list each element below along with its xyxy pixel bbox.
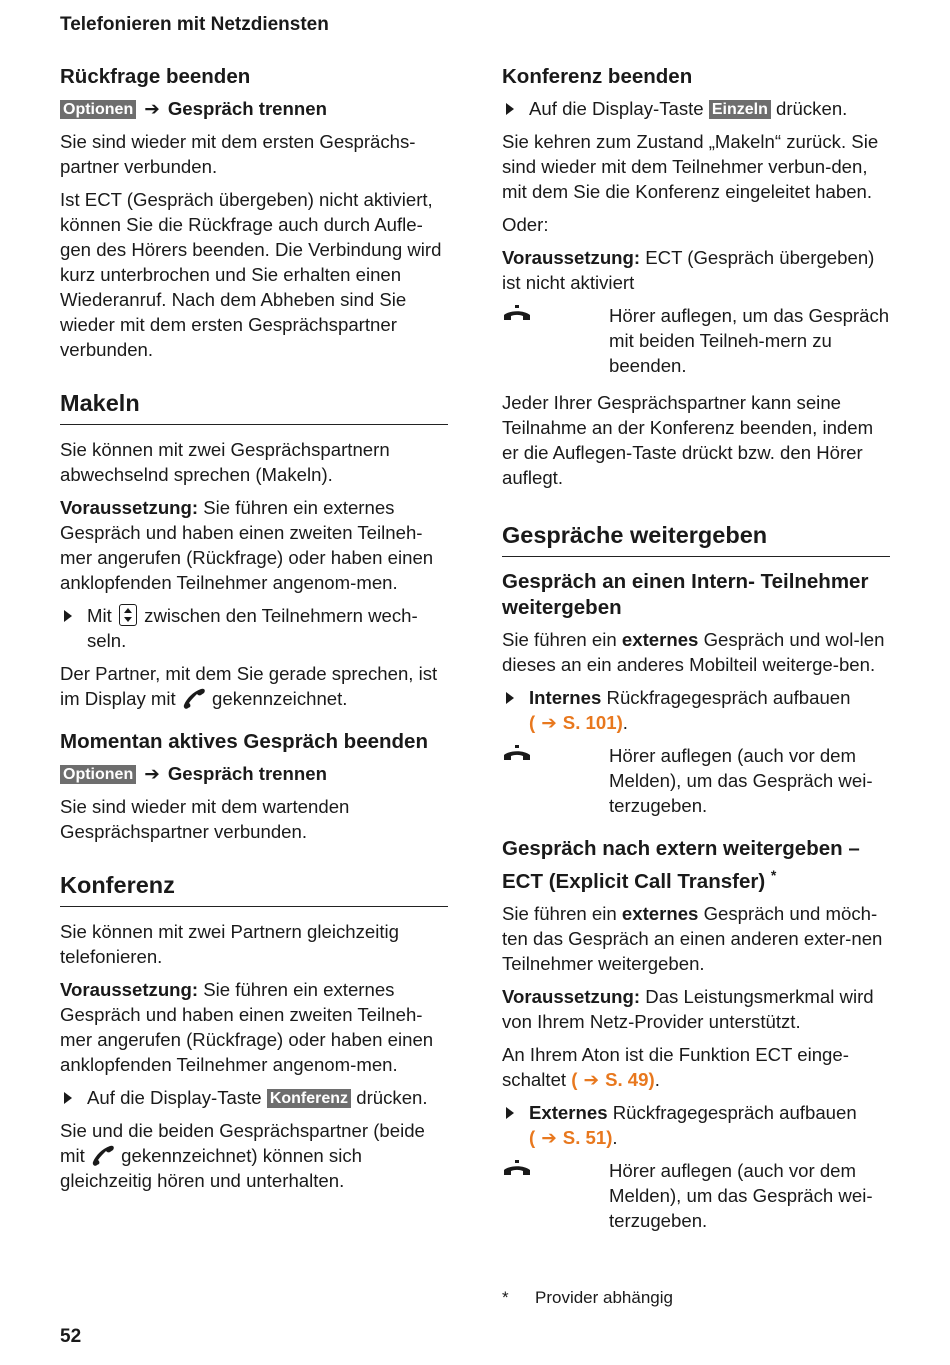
step-bold: Externes (529, 1101, 608, 1123)
triangle-bullet-icon (64, 610, 72, 622)
text-bold: externes (621, 629, 699, 650)
paragraph-voraussetzung (502, 245, 890, 295)
step-text-pre: Mit (87, 605, 112, 626)
arrow-right-icon: ➔ (541, 712, 557, 733)
text: An Ihrem Aton ist die Funktion ECT einge-schaltet (502, 1043, 849, 1090)
paragraph-voraussetzung (60, 495, 448, 595)
hangup-instruction (502, 303, 890, 378)
instruction-step (60, 603, 448, 653)
paragraph: Sie können mit zwei Partnern gleichzeitig telefonieren. (60, 921, 399, 967)
triangle-bullet-icon (506, 103, 514, 115)
softkey-optionen: Optionen (60, 765, 136, 784)
hangup-instruction (502, 743, 890, 818)
arrow-right-icon: ➔ (144, 763, 160, 784)
voraussetzung-text: Das Leistungsmerkmal wird von Ihrem Netz-Provider unterstützt. (502, 985, 874, 1032)
voraussetzung-text: Sie führen ein externes Gespräch und haben einen zweiten Teilneh-mer angerufen (Rückfrage) oder haben einen anklopfenden Teilnehmer angenom-men. (60, 497, 434, 593)
icon-row-text: Hörer auflegen (auch vor dem Melden), um das Gespräch wei-terzugeben. (609, 1159, 873, 1231)
instruction-step (502, 96, 890, 121)
text-pre: Sie führen ein (502, 629, 622, 650)
running-header: Telefonieren mit Netzdiensten (60, 14, 329, 35)
text-pre: Der Partner, mit dem Sie gerade sprechen, ist im Display mit (60, 663, 438, 709)
heading-momentan-aktives-gespraech: Momentan aktives Gespräch beenden (60, 730, 428, 753)
step-text-post: drücken. (776, 98, 848, 119)
footnote-mark: * (502, 1288, 509, 1307)
icon-row-text: Hörer auflegen (auch vor dem Melden), um das Gespräch wei-terzugeben. (609, 745, 873, 816)
footnote-text: Provider abhängig (535, 1288, 673, 1307)
paragraph-voraussetzung (502, 984, 890, 1034)
page-reference-number: S. 51 (562, 1126, 607, 1148)
handset-icon (181, 687, 207, 709)
softkey-optionen: Optionen (60, 100, 136, 119)
step-text-pre: Auf die Display-Taste (87, 1087, 262, 1108)
heading-intern-weitergeben: Gespräch an einen Intern- Teilnehmer weitergeben (502, 570, 869, 619)
text-post: Gespräch und möch-ten das Gespräch an einen anderen exter-nen Teilnehmer weitergeben. (502, 902, 883, 974)
heading-extern-weitergeben (502, 836, 890, 895)
hangup-instruction (502, 1158, 890, 1233)
text-bold: externes (621, 902, 699, 924)
hangup-handset-icon (502, 305, 532, 323)
heading-text: Gespräch nach extern weitergeben – ECT (Explicit Call Transfer) (502, 837, 860, 893)
paragraph: Oder: (502, 214, 549, 235)
page-reference-number: S. 101 (562, 712, 617, 733)
paragraph: An Ihrem Aton ist die Funktion ECT einge-schaltet ( ➔ S. 49). (502, 1043, 849, 1090)
footnote (502, 1287, 673, 1309)
command-text: Gespräch trennen (167, 98, 327, 119)
instruction-step (60, 1085, 448, 1110)
triangle-bullet-icon (506, 692, 514, 704)
page-reference-link[interactable]: ( ➔ S. 51) (529, 1126, 613, 1148)
paragraph (60, 661, 448, 711)
command-line (60, 761, 448, 786)
voraussetzung-text: ECT (Gespräch übergeben) ist nicht aktiviert (502, 247, 875, 293)
text-post: Gespräch und wol-len dieses an ein anderes Mobilteil weiterge-ben. (502, 629, 885, 675)
right-column (502, 64, 890, 1245)
text-pre: Sie führen ein (502, 902, 622, 924)
softkey-einzeln: Einzeln (709, 100, 771, 119)
icon-row-text: Hörer auflegen, um das Gespräch mit beiden Teilneh-mern zu beenden. (609, 305, 890, 376)
voraussetzung-label: Voraussetzung: (60, 979, 199, 1000)
footnote-mark: * (770, 867, 777, 883)
paragraph: Sie können mit zwei Gesprächspartnern abwechselnd sprechen (Makeln). (60, 439, 390, 485)
voraussetzung-label: Voraussetzung: (502, 247, 641, 268)
handset-icon (90, 1144, 116, 1166)
paragraph: Jeder Ihrer Gesprächspartner kann seine Teilnahme an der Konferenz beenden, indem er die Auflegen-Taste drückt bzw. den Hörer auflegt. (502, 392, 874, 488)
text-post: gekennzeichnet) können sich gleichzeitig hören und unterhalten. (60, 1145, 362, 1191)
paragraph: Sie sind wieder mit dem ersten Gesprächs-partner verbunden. (60, 131, 416, 177)
voraussetzung-label: Voraussetzung: (502, 985, 641, 1007)
paragraph (502, 627, 890, 677)
step-text-post: drücken. (356, 1087, 428, 1108)
page-number: 52 (60, 1326, 82, 1347)
step-text: Rückfragegespräch aufbauen (607, 1101, 857, 1123)
text-pre: Sie und die beiden Gesprächspartner (beide mit (60, 1120, 425, 1166)
instruction-step: Externes Rückfragegespräch aufbauen ( ➔ S. 51). (502, 1100, 890, 1150)
instruction-step: Internes Rückfragegespräch aufbauen ( ➔ S. 101). (502, 685, 890, 735)
nav-updown-key-icon (119, 604, 137, 626)
paragraph: Sie kehren zum Zustand „Makeln“ zurück. Sie sind wieder mit dem Teilnehmer verbun-den, mit dem Sie die Konferenz eingeleitet haben. (502, 131, 879, 202)
arrow-right-icon: ➔ (583, 1068, 600, 1090)
step-text: Rückfragegespräch aufbauen (601, 687, 851, 708)
page-reference-number: S. 49 (605, 1068, 649, 1090)
paragraph-voraussetzung (60, 977, 448, 1077)
arrow-right-icon: ➔ (144, 98, 160, 119)
arrow-right-icon: ➔ (541, 1126, 557, 1148)
hangup-handset-icon (502, 1160, 532, 1178)
heading-konferenz: Konferenz (60, 870, 448, 907)
left-column (60, 64, 448, 1201)
hangup-handset-icon (502, 745, 532, 763)
voraussetzung-label: Voraussetzung: (60, 497, 199, 518)
triangle-bullet-icon (64, 1092, 72, 1104)
heading-rueckfrage-beenden: Rückfrage beenden (60, 65, 251, 88)
softkey-konferenz: Konferenz (267, 1089, 351, 1108)
triangle-bullet-icon (506, 1107, 514, 1119)
paragraph: Sie sind wieder mit dem wartenden Gesprächspartner verbunden. (60, 796, 350, 842)
paragraph: Ist ECT (Gespräch übergeben) nicht aktiviert, können Sie die Rückfrage auch durch Aufle-gen des Hörers beenden. Die Verbindung wird kurz unterbrochen und Sie erhalten einen Wiederanruf. Nach dem Abheben sind Sie wieder mit dem ersten Gesprächspartner verbunden. (60, 189, 442, 360)
command-line (60, 96, 448, 121)
page-reference-link[interactable]: ( ➔ S. 101) (529, 712, 623, 733)
text-post: gekennzeichnet. (212, 688, 348, 709)
command-text: Gespräch trennen (167, 763, 327, 784)
paragraph (60, 1118, 448, 1193)
page-reference-link[interactable]: ( ➔ S. 49) (571, 1068, 655, 1090)
heading-gespraeche-weitergeben: Gespräche weitergeben (502, 520, 890, 557)
heading-konferenz-beenden: Konferenz beenden (502, 65, 693, 88)
heading-makeln: Makeln (60, 388, 448, 425)
step-bold: Internes (529, 687, 602, 708)
step-text-post: zwischen den Teilnehmern wech-seln. (87, 605, 418, 651)
step-text-pre: Auf die Display-Taste (529, 98, 704, 119)
paragraph (502, 901, 890, 976)
voraussetzung-text: Sie führen ein externes Gespräch und haben einen zweiten Teilneh-mer angerufen (Rückfrage) oder haben einen anklopfenden Teilnehmer angenom-men. (60, 979, 434, 1075)
